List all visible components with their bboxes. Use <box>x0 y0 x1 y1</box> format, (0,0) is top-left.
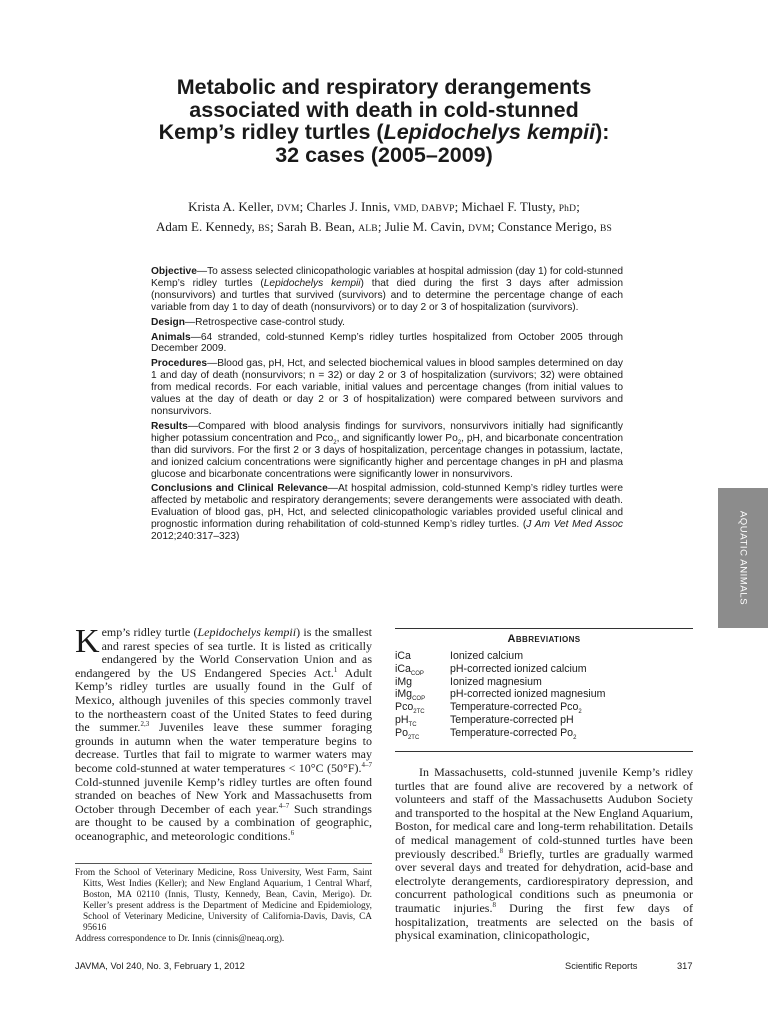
definition-text: Temperature-corrected Pco <box>450 701 579 714</box>
correspondence-text: Address correspondence to Dr. Innis (cinnis@neaq.org). <box>75 934 285 944</box>
abbreviation-row <box>395 688 693 701</box>
title-line-2: associated with death in cold-stunned <box>189 97 579 122</box>
subscript: 2 <box>457 439 462 446</box>
abstract-text: —Retrospective case-control study. <box>184 316 346 328</box>
citation-ref: 4–7 <box>278 801 290 810</box>
journal-abbreviation: J Am Vet Med Assoc <box>526 519 623 531</box>
abbreviation-term <box>395 727 450 740</box>
title-line-3-pre: Kemp’s ridley turtles ( <box>158 120 384 144</box>
definition-text: pH-corrected ionized calcium <box>450 662 587 675</box>
author-degree: DVM <box>276 204 300 214</box>
author-degree: BS <box>599 224 612 234</box>
abstract-species-name: Lepidochelys kempii <box>263 277 361 289</box>
abstract-animals-label: Animals <box>151 331 191 343</box>
abbreviation-row <box>395 727 693 740</box>
abstract-conclusions-label: Conclusions and Clinical Relevance <box>151 483 328 495</box>
citation-ref: 8 <box>492 900 496 909</box>
abstract-text: —64 stranded, cold-stunned Kemp’s ridley turtles hospitalized from October 2005 through December 2009. <box>151 331 623 355</box>
body-text: During the first few days of hospitalization, treatments are selected on the basis of physical examination, clinicopathologic, <box>395 900 693 943</box>
title-species-name: Lepidochelys kempii <box>383 120 596 144</box>
abstract-procedures <box>151 358 623 418</box>
abbreviation-row <box>395 663 693 676</box>
author-degree: BS <box>258 224 271 234</box>
abstract-animals <box>151 332 623 356</box>
definition-subscript: 2 <box>578 709 582 716</box>
definition-subscript: 2 <box>573 734 577 741</box>
author-degree: PhD <box>558 204 577 214</box>
drop-cap: K <box>75 623 100 660</box>
title-line-4: 32 cases (2005–2009) <box>275 142 493 167</box>
abbreviation-definition <box>450 727 693 740</box>
author-separator: ; <box>270 219 277 234</box>
term-base: Pco <box>395 701 414 714</box>
abstract-text: 2012;240:317–323) <box>151 531 240 543</box>
abbreviation-term <box>395 650 450 663</box>
citation-ref: 4–7 <box>361 760 372 769</box>
abstract-text: —At hospital admission, cold-stunned Kemp’s ridley turtles were affected by metabolic and respiratory derangements; severe derangements were associated with death. Evaluation of blood gas, pH, Hct, and selected clinicopathologic variables provided useful clinical and prognostic information during rehabilitation of cold-stunned Kemp’s ridley turtles. ( <box>151 483 623 531</box>
abbreviation-term <box>395 676 450 689</box>
author-separator: ; <box>490 219 498 234</box>
abstract-design <box>151 317 623 329</box>
author-degree: VMD, DABVP <box>393 204 455 214</box>
abstract-text: , pH, and bicarbonate concentration than did survivors. For the first 2 or 3 days of hospitalization, percentage changes in potassium, lactate, and ionized calcium concentrations were significantly higher and percentage changes in pH and plasma glucose and bicarbonate concentrations were significantly lower in nonsurvivors. <box>151 432 623 480</box>
body-text: Juveniles leave these summer foraging grounds in autumn when the water temperature begins to decrease. Turtles that fail to migrate to warmer waters may become cold-stunned at water temperatures < 10°C (50°F). <box>75 720 372 775</box>
body-paragraph <box>395 766 693 943</box>
author-separator: ; <box>377 219 385 234</box>
abbreviations-title: Abbreviations <box>507 633 581 645</box>
term-subscript: COP <box>412 696 426 703</box>
body-text: Such strandings are thought to be caused by a combination of geographic, oceanographic, and meteorologic conditions. <box>75 801 372 843</box>
term-subscript: 2TC <box>413 709 425 716</box>
affiliation-footnote <box>75 863 372 945</box>
abstract-text: ) that died during the first 3 days after admission (nonsurvivors) and turtles that survived (survivors) and to determine the percentage change of each variable from day 1 to day of death (nonsurvivors) or to day 2 or 3 of hospitalization (survivors). <box>151 277 623 313</box>
abstract-text: —Compared with blood analysis findings for survivors, nonsurvivors initially had significantly higher potassium concentration and P <box>151 420 623 444</box>
term-subscript: TC <box>408 722 417 729</box>
affiliation-text: From the School of Veterinary Medicine, Ross University, West Farm, Saint Kitts, West Indies (Keller); and New England Aquarium, 1 Central Wharf, Boston, MA 02110 (Innis, Tlusty, Kennedy, Bean, Cavin, Merigo). Dr. Keller’s present address is the Department of Medicine and Epidemiology, School of Veterinary Medicine, University of California-Davis, Davis, CA 95616 <box>75 868 372 933</box>
abbreviation-row <box>395 650 693 663</box>
term-subscript: 2TC <box>407 734 420 741</box>
body-text: Briefly, turtles are gradually warmed over several days and treated for dehydration, acid-base and electrolyte derangements, cardiorespiratory depression, and concurrent pathological conditions such as pneumonia or traumatic injuries. <box>395 846 694 915</box>
abbreviations-box <box>395 628 693 752</box>
body-text: Adult Kemp’s ridley turtles are usually found in the Gulf of Mexico, although juveniles of this species commonly travel to the northeastern coast of the United States to feed during the summer. <box>75 665 372 735</box>
citation-ref: 8 <box>499 846 504 855</box>
abbreviation-definition <box>450 714 693 727</box>
author-degree: DVM <box>468 224 491 234</box>
abstract-design-label: Design <box>151 316 185 328</box>
title-line-1: Metabolic and respiratory derangements <box>176 75 592 99</box>
abstract-procedures-label: Procedures <box>151 358 208 370</box>
intro-paragraph <box>75 623 372 844</box>
abbreviation-definition <box>450 650 693 663</box>
author-separator: ; <box>454 199 462 214</box>
abbreviation-term <box>395 701 450 714</box>
abbreviation-term <box>395 688 450 701</box>
definition-text: Ionized calcium <box>450 650 524 662</box>
author-name: Constance Merigo, <box>497 219 597 234</box>
term-base: iMg <box>395 688 413 701</box>
abstract-text: o <box>452 432 458 444</box>
author-name: Charles J. Innis, <box>306 199 391 214</box>
abstract-text: —Blood gas, pH, Hct, and selected biochemical values in blood samples determined on day 1 and day of death (nonsurvivors; n = 32) or day 2 or 3 of hospitalization (survivors; 32) were obtained from medical records. For each variable, initial values and percentage changes (from initial values to values at the day of death or day 2 or 3 of hospitalization) were compared between survivors and nonsurvivors. <box>151 358 623 417</box>
body-column-left <box>75 623 372 844</box>
body-text: ) is the smallest and rarest species of sea turtle. It is listed as critically endangered by the World Conservation Union and as endangered by the US Endangered Species Act. <box>75 625 372 680</box>
footer-page-number: 317 <box>677 961 693 971</box>
abbreviation-definition <box>450 663 693 676</box>
abbreviation-row <box>395 676 693 689</box>
author-separator: ; <box>576 199 580 214</box>
abbreviation-definition <box>450 701 693 714</box>
author-name: Krista A. Keller, <box>188 199 274 214</box>
author-name: Julie M. Cavin, <box>384 219 465 234</box>
definition-text: Temperature-corrected pH <box>450 713 574 726</box>
citation-ref: 2,3 <box>140 720 150 729</box>
term-subscript: COP <box>410 670 424 677</box>
abbreviation-row <box>395 714 693 727</box>
term-base: pH <box>395 713 409 726</box>
abstract <box>151 266 623 546</box>
author-line-1 <box>60 198 708 218</box>
title-line-3-post: ): <box>595 120 610 144</box>
abbreviation-row <box>395 701 693 714</box>
author-line-2 <box>60 218 708 238</box>
abbreviation-term <box>395 663 450 676</box>
citation-ref: 6 <box>290 828 295 837</box>
definition-text: pH-corrected ionized magnesium <box>450 688 606 701</box>
abstract-text: , and significantly lower P <box>336 432 453 444</box>
abstract-text: —To assess selected clinicopathologic variables at hospital admission (day 1) for cold-stunned Kemp’s ridley turtles ( <box>151 266 623 289</box>
article-title <box>60 76 708 166</box>
footer-section-name: Scientific Reports <box>565 961 638 971</box>
author-list <box>60 198 708 238</box>
author-name: Sarah B. Bean, <box>276 219 355 234</box>
author-degree: ALB <box>358 224 378 234</box>
species-name: Lepidochelys kempii <box>197 625 297 639</box>
abbreviation-definition <box>450 688 693 701</box>
body-text: emp’s ridley turtle ( <box>101 625 198 639</box>
abstract-results <box>151 421 623 481</box>
definition-text: Temperature-corrected Po <box>450 726 574 739</box>
footer-journal-info: JAVMA, Vol 240, No. 3, February 1, 2012 <box>75 961 245 971</box>
abstract-objective-label: Objective <box>151 266 197 277</box>
author-separator: ; <box>299 199 307 214</box>
abstract-results-label: Results <box>151 420 188 432</box>
subscript: 2 <box>333 439 337 446</box>
section-side-tab <box>718 488 768 628</box>
abbreviation-definition <box>450 676 693 689</box>
section-side-tab-label: AQUATIC ANIMALS <box>737 510 749 606</box>
term-base: iCa <box>395 662 411 675</box>
body-text: Cold-stunned juvenile Kemp’s ridley turtles are often found stranded on beaches of New York and Massachusetts from October through December of each year. <box>75 774 372 816</box>
term-base: Po <box>395 726 408 739</box>
citation-ref: 1 <box>333 665 338 674</box>
abbreviation-term <box>395 714 450 727</box>
definition-text: Ionized magnesium <box>450 675 542 688</box>
abstract-conclusions <box>151 483 623 543</box>
author-name: Adam E. Kennedy, <box>156 219 255 234</box>
abstract-objective <box>151 266 623 314</box>
abstract-text: co <box>322 432 334 444</box>
author-name: Michael F. Tlusty, <box>461 199 556 214</box>
body-column-right <box>395 766 693 943</box>
term-base: iCa <box>395 650 411 662</box>
body-text: In Massachusetts, cold-stunned juvenile Kemp’s ridley turtles that are found alive are recovered by a network of volunteers and staff of the Massachusetts Audubon Society and transported to the hospital at the New England Aquarium, Boston, for medical care and long-term rehabilitation. Details of medical management of cold-stunned turtles have been previously described. <box>395 765 693 861</box>
term-base: iMg <box>395 675 413 688</box>
